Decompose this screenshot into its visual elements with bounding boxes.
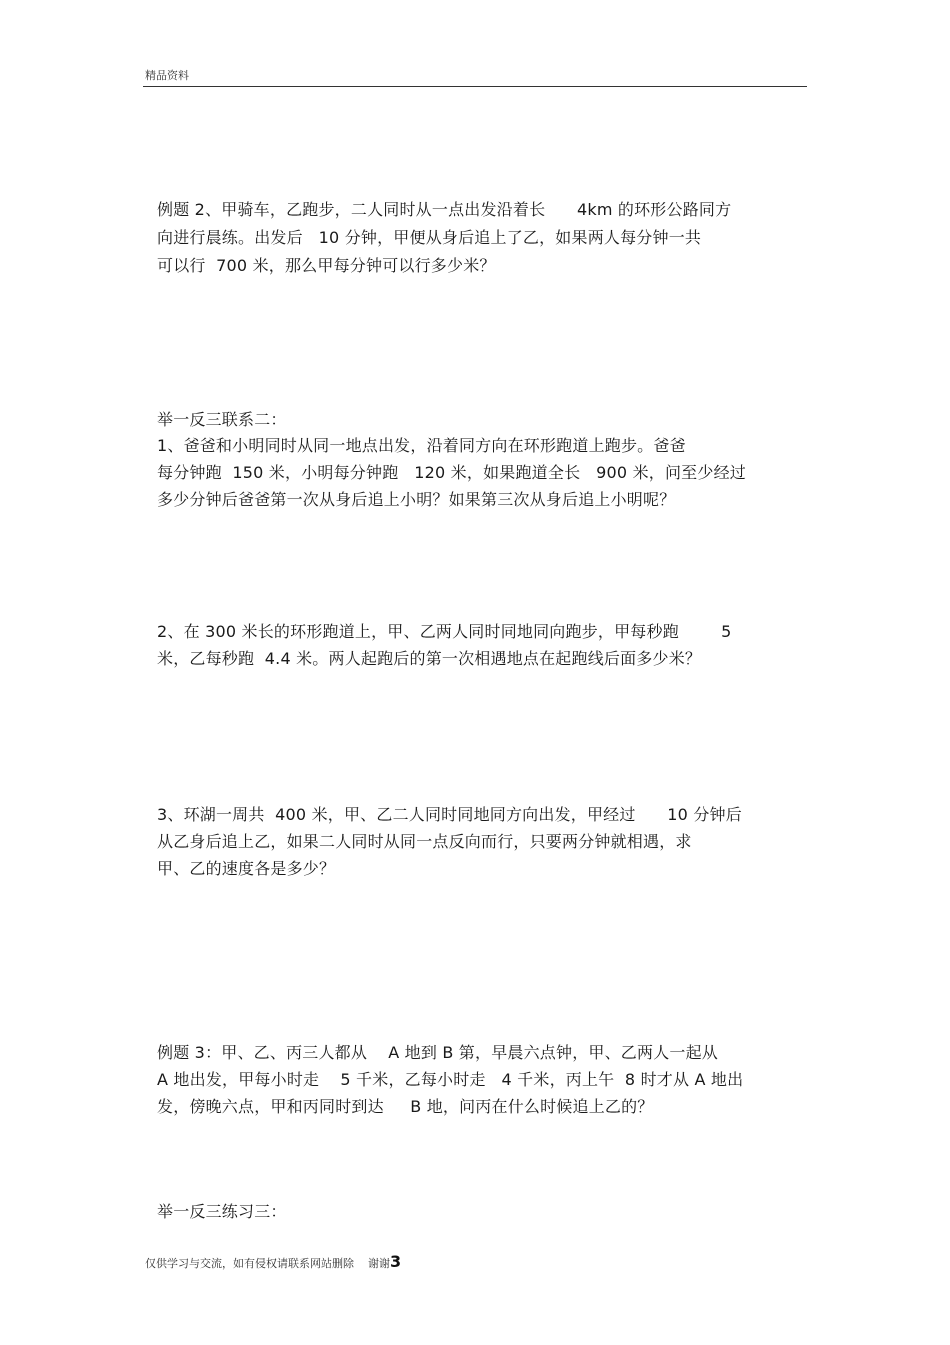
header-rule xyxy=(143,86,807,87)
example3-line-2: A 地出发，甲每小时走 5 千米，乙每小时走 4 千米，丙上午 8 时才从 A 地出 xyxy=(157,1070,744,1089)
example2-line-3: 可以行 700 米，那么甲每分钟可以行多少米？ xyxy=(157,256,496,275)
example3-line-1: 例题 3：甲、乙、丙三人都从 A 地到 B 第，早晨六点钟，甲、乙两人一起从 xyxy=(157,1043,718,1062)
practice2-q1-line-2: 每分钟跑 150 米，小明每分钟跑 120 米，如果跑道全长 900 米，问至少经过 xyxy=(157,463,746,482)
page-footer xyxy=(145,1252,401,1271)
practice2-heading: 举一反三联系二： xyxy=(157,410,287,429)
practice2-q1-line-1: 1、爸爸和小明同时从同一地点出发，沿着同方向在环形跑道上跑步。爸爸 xyxy=(157,436,686,455)
practice2-q2-line-1: 2、在 300 米长的环形跑道上，甲、乙两人同时同地同向跑步，甲每秒跑 5 xyxy=(157,622,732,641)
practice2-q3-line-3: 甲、乙的速度各是多少？ xyxy=(157,859,336,878)
page-number: 3 xyxy=(390,1252,402,1271)
footer-text: 仅供学习与交流，如有侵权请联系网站删除 谢谢 xyxy=(145,1257,390,1270)
example2-line-2: 向进行晨练。出发后 10 分钟，甲便从身后追上了乙，如果两人每分钟一共 xyxy=(157,228,702,247)
practice2-q3-line-2: 从乙身后追上乙，如果二人同时从同一点反向而行，只要两分钟就相遇，求 xyxy=(157,832,692,851)
page-header-label: 精品资料 xyxy=(145,69,189,82)
practice2-q3-line-1: 3、环湖一周共 400 米，甲、乙二人同时同地同方向出发，甲经过 10 分钟后 xyxy=(157,805,742,824)
practice3-heading: 举一反三练习三： xyxy=(157,1202,287,1221)
practice2-q1-line-3: 多少分钟后爸爸第一次从身后追上小明？如果第三次从身后追上小明呢？ xyxy=(157,490,676,509)
example3-line-3: 发，傍晚六点，甲和丙同时到达 B 地，问丙在什么时候追上乙的？ xyxy=(157,1097,654,1116)
practice2-q2-line-2: 米，乙每秒跑 4.4 米。两人起跑后的第一次相遇地点在起跑线后面多少米？ xyxy=(157,649,702,668)
example2-line-1: 例题 2、甲骑车，乙跑步，二人同时从一点出发沿着长 4km 的环形公路同方 xyxy=(157,200,732,219)
